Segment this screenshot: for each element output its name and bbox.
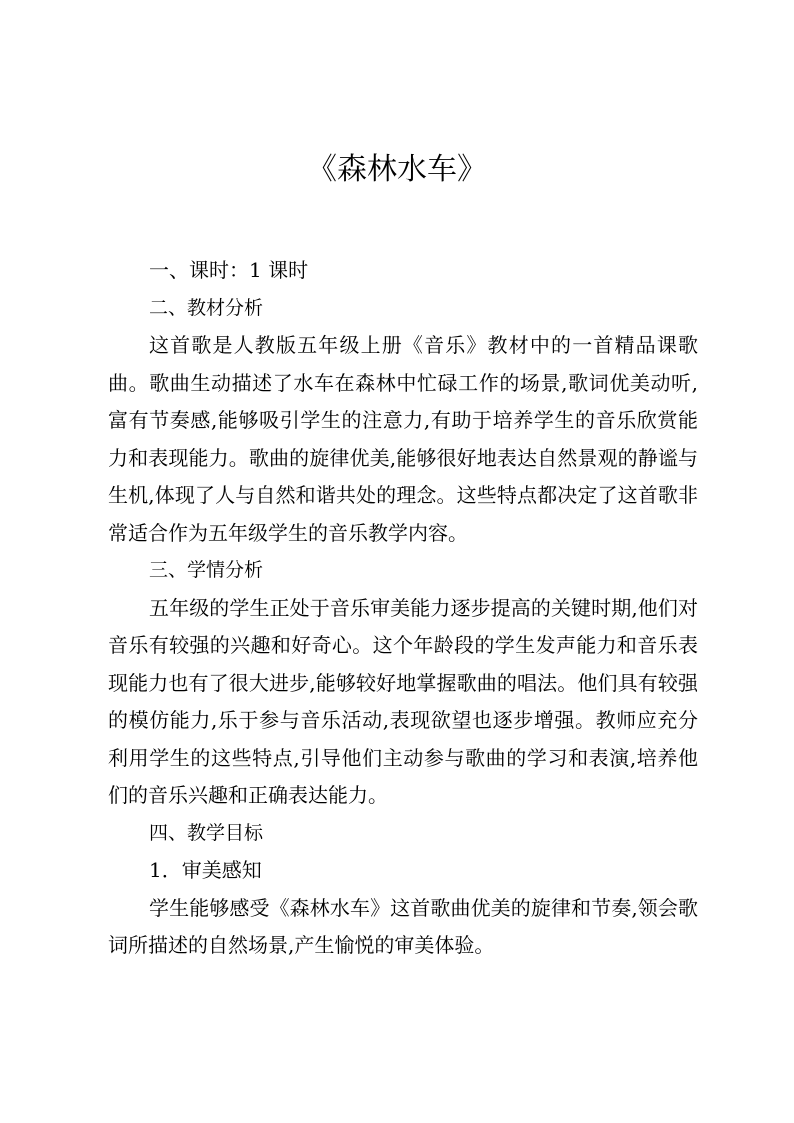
- section-heading-student-analysis: 三、学情分析: [149, 559, 264, 581]
- document-title: 《森林水车》: [307, 152, 487, 187]
- paragraph-student-analysis: 五年级的学生正处于音乐审美能力逐步提高的关键时期,他们对音乐有较强的兴趣和好奇心。这个年龄段的学生发声能力和音乐表现能力也有了很大进步,能够较好地掌握歌曲的唱法。他们具有较强的模仿能力,乐于参与音乐活动,表现欲望也逐步增强。教师应充分利用学生的这些特点,引导他们主动参与歌曲的学习和表演,培养他们的音乐兴趣和正确表达能力。: [108, 595, 698, 807]
- section-class-hours: 一、课时：1 课时: [149, 258, 309, 282]
- document-body: [108, 252, 698, 965]
- section-heading-textbook-analysis: 二、教材分析: [149, 296, 264, 319]
- paragraph-textbook-analysis: 这首歌是人教版五年级上册《音乐》教材中的一首精品课歌曲。歌曲生动描述了水车在森林中忙碌工作的场景,歌词优美动听,富有节奏感,能够吸引学生的注意力,有助于培养学生的音乐欣赏能力和表现能力。歌曲的旋律优美,能够很好地表达自然景观的静谧与生机,体现了人与自然和谐共处的理念。这些特点都决定了这首歌非常适合作为五年级学生的音乐教学内容。: [108, 333, 698, 545]
- paragraph-aesthetic-perception: 学生能够感受《森林水车》这首歌曲优美的旋律和节奏,领会歌词所描述的自然场景,产生愉悦的审美体验。: [108, 895, 698, 957]
- section-heading-teaching-goals: 四、教学目标: [149, 821, 264, 844]
- subsection-heading-aesthetic-perception: 1．审美感知: [149, 858, 262, 882]
